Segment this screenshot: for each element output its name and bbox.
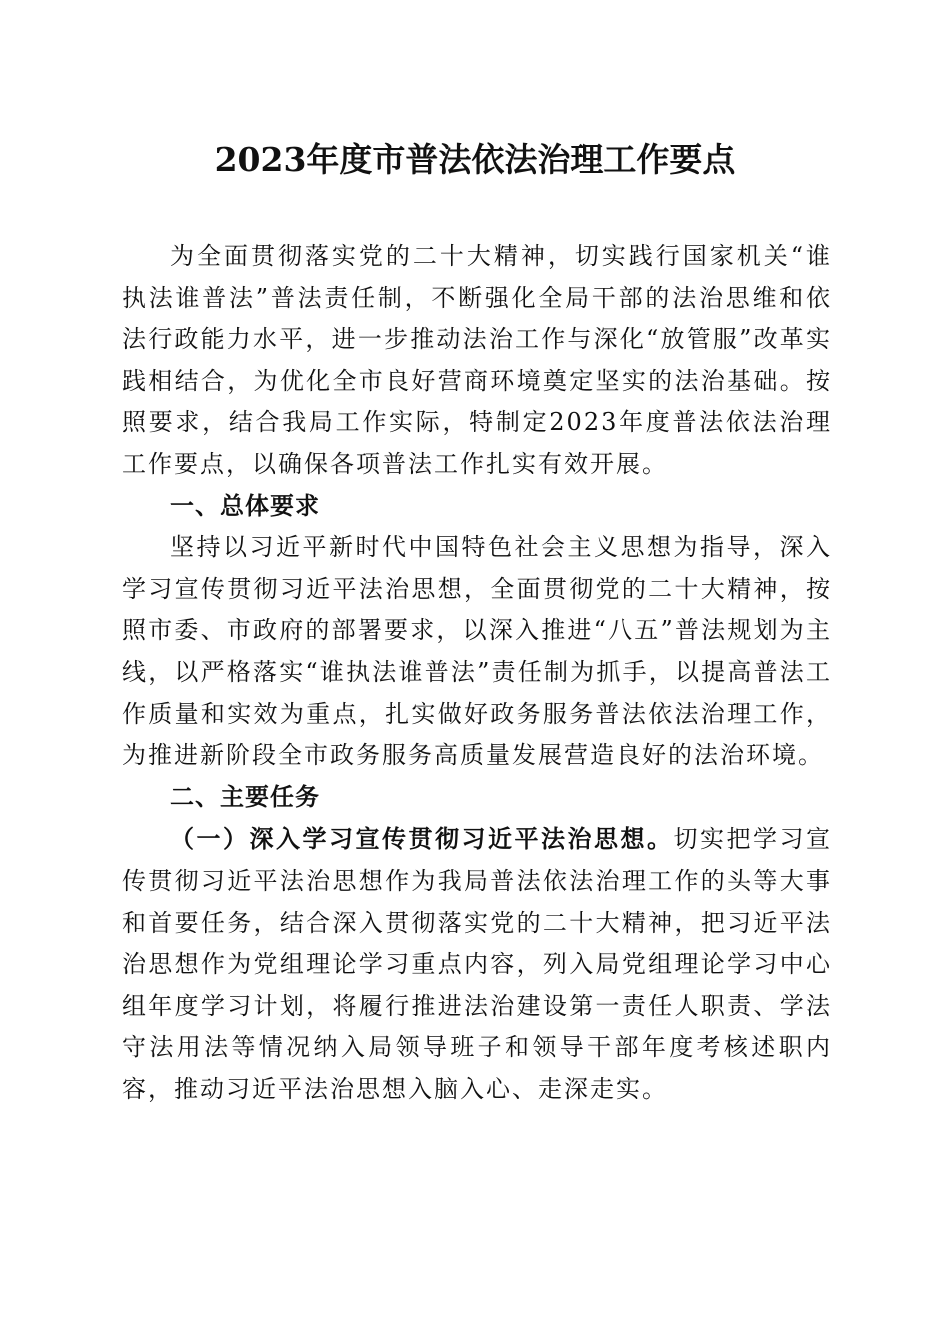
- section-heading-general-requirements: 一、总体要求: [170, 491, 320, 520]
- intro-paragraph: 为全面贯彻落实党的二十大精神，切实践行国家机关“谁执法谁普法”普法责任制，不断强化全局干部的法治思维和依法行政能力水平，进一步推动法治工作与深化“放管服”改革实践相结合，为优化全市良好营商环境奠定坚实的法治基础。按照要求，结合我局工作实际，特制定2023年度普法依法治理工作要点，以确保各项普法工作扎实有效开展。: [122, 242, 832, 478]
- section-paragraph-main-tasks: [122, 818, 832, 1110]
- section-paragraph-general-requirements: 坚持以习近平新时代中国特色社会主义思想为指导，深入学习宣传贯彻习近平法治思想，全面贯彻党的二十大精神，按照市委、市政府的部署要求，以深入推进“八五”普法规划为主线，以严格落实“谁执法谁普法”责任制为抓手，以提高普法工作质量和实效为重点，扎实做好政务服务普法依法治理工作，为推进新阶段全市政务服务高质量发展营造良好的法治环境。: [122, 533, 832, 770]
- document-body: [122, 236, 832, 1110]
- task-subheading: （一）深入学习宣传贯彻习近平法治思想。: [170, 824, 674, 854]
- document-title: 2023年度市普法依法治理工作要点: [214, 140, 736, 179]
- section-heading-main-tasks: 二、主要任务: [170, 782, 320, 811]
- task-body: 切实把学习宣传贯彻习近平法治思想作为我局普法依法治理工作的头等大事和首要任务，结合深入贯彻落实党的二十大精神，把习近平法治思想作为党组理论学习重点内容，列入局党组理论学习中心组年度学习计划，将履行推进法治建设第一责任人职责、学法守法用法等情况纳入局领导班子和领导干部年度考核述职内容，推动习近平法治思想入脑入心、走深走实。: [122, 825, 832, 1103]
